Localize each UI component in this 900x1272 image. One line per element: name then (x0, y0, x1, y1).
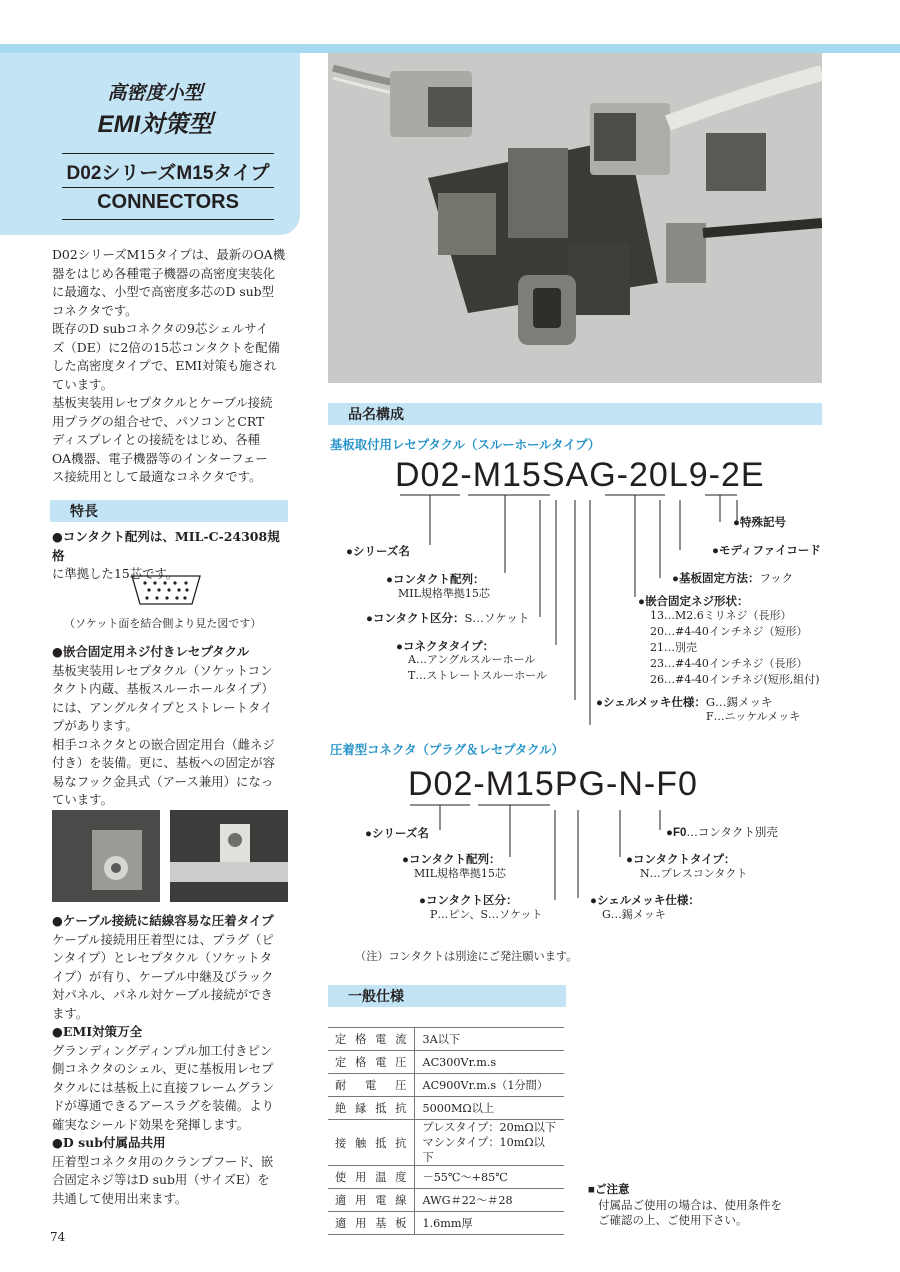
label-special: ●特殊記号 (733, 517, 786, 529)
label-fix: ●基板固定方法：フック (672, 571, 794, 585)
pn2-plating: G (578, 765, 606, 803)
table-row: 定格電流 3A以下 (328, 1028, 564, 1051)
socket-caption: （ソケット面を結合側より見た図です） (64, 617, 262, 630)
pn2-dash: - (473, 765, 486, 803)
pn2-series: D02 (408, 765, 474, 803)
label-screw: ●嵌合固定ネジ形状： (638, 596, 749, 608)
value-plating-2: G…錫メッキ (602, 908, 666, 921)
pn1-type: A (565, 456, 590, 494)
pn1-screw: 20 (629, 456, 669, 494)
pn1-special: E (740, 456, 765, 494)
label-plating-1: ●シェルメッキ仕様：G…錫メッキ (596, 695, 773, 709)
value-plating-1: F…ニッケルメッキ (706, 710, 801, 723)
label-contact-type: ●コンタクトタイプ： (626, 854, 736, 866)
value-contact-type: N…プレスコンタクト (640, 867, 748, 880)
value-arrangement-2: MIL規格準拠15芯 (414, 867, 506, 880)
table-row: 使用温度 －55℃～+85℃ (328, 1166, 564, 1189)
pn1-dash: - (708, 456, 721, 494)
pn1-series: D02 (395, 456, 461, 494)
contact-note: （注）コンタクトは別途にご発注願います。 (355, 950, 578, 963)
value-contact-class-2: P…ピン、S…ソケット (430, 908, 543, 921)
label-plating-2: ●シェルメッキ仕様： (590, 895, 700, 907)
table-row: 適用基板 1.6mm厚 (328, 1212, 564, 1235)
value-screw: 13…M2.6ミリネジ（長形） 20…#4-40インチネジ（短形） 21…別売 23…#4-40インチネジ（長形） 26…#4-40インチネジ(短形,組付) (650, 609, 820, 686)
label-connector-type: ●コネクタタイプ： (396, 641, 495, 653)
label-contact-class-1: ●コンタクト区分：S…ソケット (366, 611, 530, 625)
pn1-class: S (541, 456, 566, 494)
pn2-arrangement: M15 (485, 765, 555, 803)
pn1-fix: L9 (668, 456, 709, 494)
pn1-plating: G (589, 456, 617, 494)
table-row: 適用電線 AWG＃22～＃28 (328, 1189, 564, 1212)
caution-box: ■ご注意 付属品ご使用の場合は、使用条件を ご確認の上、ご使用下さい。 (588, 1184, 782, 1227)
part-subtitle-2: 圧着型コネクタ（プラグ＆レセプタクル） (330, 743, 564, 757)
part-number-2 (408, 765, 698, 804)
pn2-f0: F0 (656, 765, 698, 803)
part-heading: 品名構成 (328, 403, 822, 425)
features-heading: 特長 (50, 500, 288, 522)
pn1-dash: - (460, 456, 473, 494)
label-arrangement-2: ●コンタクト配列： (402, 854, 501, 866)
pn2-dash: - (643, 765, 657, 803)
series-title: D02シリーズM15タイプ (66, 163, 270, 184)
spec-heading: 一般仕様 (328, 985, 566, 1007)
pn2-dash: - (605, 765, 619, 803)
pn1-arrangement: M15 (472, 456, 542, 494)
feature-contact: ●コンタクト配列は、MIL-C-24308規格 に準拠した15芯です。 (52, 529, 280, 581)
intro-text: D02シリーズM15タイプは、最新のOA機 器をはじめ各種電子機器の高密度実装化 に最適な、小型で高密度多芯のD sub型 コネクタです。 既存のD subコネクタの9芯シェルサイ ズ（DE）に2倍の15芯コンタクトを配備 した高密度タイプで、EMI対策も施され ています。 基板実装用レセプタクルとケーブル接続 用プラグの組合せで、パソコンとCRT ディスプレイとの接続をはじめ、各種 OA機器、電子機器等のインターフェー ス接続用として最適なコネクタです。 (52, 247, 286, 484)
pn1-modify: 2 (720, 456, 741, 494)
title-line1: 高密度小型 (107, 83, 203, 104)
feature-crimp: ●ケーブル接続に結線容易な圧着タイプ ケーブル接続用圧着型には、プラグ（ピ ンタイプ）とレセプタクル（ソケットタ イプ）が有り、ケーブル中継及びラック 対パネル、パネル対ケーブル接続ができ ます。 ●EMI対策万全 グランディングディンプル加工付きピン 側コネクタのシェル、更に基板用レセプ タクルには基板上に直接フレームグラン ドが導通できるアースラグを装備。より 確実なシールド効果を発揮します。 ●D sub付属品共用 圧着型コネクタ用のクランプフード、嵌 合固定ネジ等はD sub用（サイズE）を 共通して使用出来ます。 (52, 913, 275, 1206)
table-row: 接触抵抗 プレスタイプ：20mΩ以下 マシンタイプ：10mΩ以下 (328, 1120, 564, 1166)
pn2-contact-type: N (618, 765, 644, 803)
pn2-class: P (554, 765, 579, 803)
spec-table (328, 1027, 564, 1235)
page-number: 74 (50, 1230, 66, 1244)
table-row: 絶縁抵抗 5000MΩ以上 (328, 1097, 564, 1120)
title-line2: EMI対策型 (97, 111, 213, 138)
label-arrangement-1: ●コンタクト配列： (386, 574, 485, 586)
label-modify: ●モディファイコード (712, 545, 821, 557)
value-connector-type: A…アングルスルーホール T…ストレートスルーホール (408, 653, 548, 682)
part-subtitle-1: 基板取付用レセプタクル（スルーホールタイプ） (330, 438, 601, 452)
connectors-title: CONNECTORS (97, 191, 239, 213)
value-arrangement-1: MIL規格準拠15芯 (398, 587, 490, 600)
label-series-1: ●シリーズ名 (346, 546, 410, 558)
label-contact-class-2: ●コンタクト区分： (419, 895, 518, 907)
feature-receptacle: ●嵌合固定用ネジ付きレセプタクル 基板実装用レセプタクル（ソケットコン タクト内蔵、基板スルーホールタイプ） には、アングルタイプとストレートタイ プがあります。 相手コネクタとの嵌合固定用台（雌ネジ 付き）を装備。更に、基板への固定が容 易なフック金具式（アース兼用）になっ ています。 (52, 644, 276, 807)
table-row: 定格電圧 AC300Vr.m.s (328, 1051, 564, 1074)
label-series-2: ●シリーズ名 (365, 828, 429, 840)
table-row: 耐電圧 AC900Vr.m.s（1分間） (328, 1074, 564, 1097)
pn1-dash: - (616, 456, 629, 494)
label-f0: ●F0…コンタクト別売 (666, 825, 778, 839)
